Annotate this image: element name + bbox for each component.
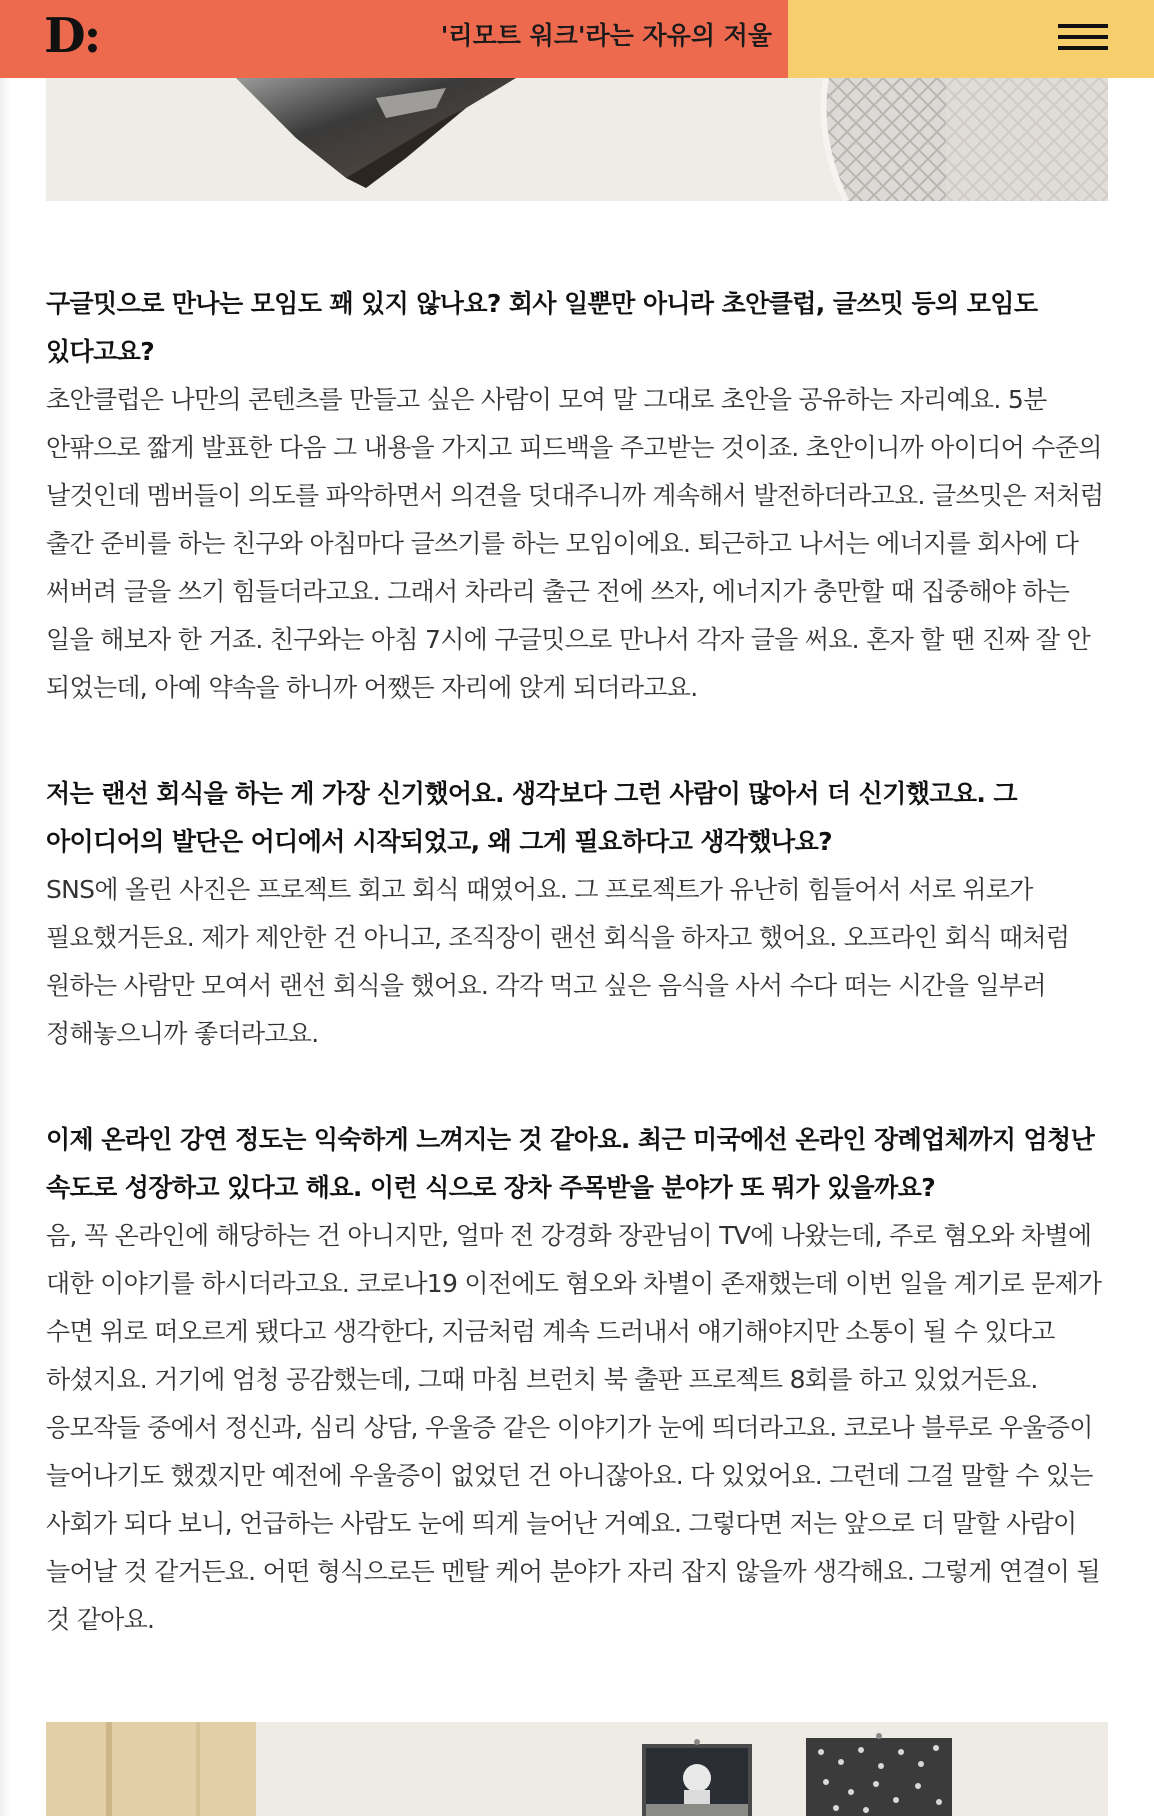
interview-question: 구글밋으로 만나는 모임도 꽤 있지 않나요? 회사 일뿐만 아니라 초안클럽, 글쓰밋 등의 모임도 있다고요? [46, 289, 1038, 366]
photo-top-illustration [46, 78, 1108, 201]
site-header [0, 0, 1154, 78]
interview-answer: 음, 꼭 온라인에 해당하는 건 아니지만, 얼마 전 강경화 장관님이 TV에 나왔는데, 주로 혐오와 차별에 대한 이야기를 하시더라고요. 코로나19 이전에도 혐오와 차별이 존재했는데 이번 일을 계기로 문제가 수면 위로 떠오르게 됐다고 생각한다, 지금처럼 계속 드러내서 얘기해야지만 소통이 될 수 있다고 하셨지요. 거기에 엄청 공감했는데, 그때 마침 브런치 북 출판 프로젝트 8회를 하고 있었거든요. 응모작들 중에서 정신과, 심리 상담, 우울증 같은 이야기가 눈에 띄더라고요. 코로나 블루로 우울증이 늘어나기도 했겠지만 예전에 우울증이 없었던 건 아니잖아요. 다 있었어요. 그런데 그걸 말할 수 있는 사회가 되다 보니, 언급하는 사람도 눈에 띄게 늘어난 거예요. 그렇다면 저는 앞으로 더 말할 사람이 늘어날 것 같거든요. 어떤 형식으로든 멘탈 케어 분야가 자리 잡지 않을까 생각해요. 그렇게 연결이 될 것 같아요. [46, 1221, 1102, 1634]
article-title: '리모트 워크'라는 자유의 저울 [440, 21, 772, 50]
qa-block [46, 1116, 1108, 1644]
interview-answer: SNS에 올린 사진은 프로젝트 회고 회식 때였어요. 그 프로젝트가 유난히 힘들어서 서로 위로가 필요했거든요. 제가 제안한 건 아니고, 조직장이 랜선 회식을 하자고 했어요. 오프라인 회식 때처럼 원하는 사람만 모여서 랜선 회식을 했어요. 각각 먹고 싶은 음식을 사서 수다 떠는 시간을 일부러 정해놓으니까 좋더라고요. [46, 875, 1070, 1048]
hamburger-menu-icon[interactable] [1058, 20, 1108, 54]
article-body [46, 280, 1108, 1702]
photo-bottom-illustration [46, 1722, 1108, 1816]
menu-bar [1058, 46, 1108, 50]
article-photo-top [46, 78, 1108, 201]
menu-bar [1058, 24, 1108, 28]
site-logo[interactable]: D: [44, 8, 100, 64]
qa-block [46, 280, 1108, 712]
interview-question: 이제 온라인 강연 정도는 익숙하게 느껴지는 것 같아요. 최근 미국에선 온라인 장례업체까지 엄청난 속도로 성장하고 있다고 해요. 이런 식으로 장차 주목받을 분야가 또 뭐가 있을까요? [46, 1125, 1095, 1202]
interview-question: 저는 랜선 회식을 하는 게 가장 신기했어요. 생각보다 그런 사람이 많아서 더 신기했고요. 그 아이디어의 발단은 어디에서 시작되었고, 왜 그게 필요하다고 생각했나요? [46, 779, 1017, 856]
interview-answer: 초안클럽은 나만의 콘텐츠를 만들고 싶은 사람이 모여 말 그대로 초안을 공유하는 자리예요. 5분 안팎으로 짧게 발표한 다음 그 내용을 가지고 피드백을 주고받는 것이죠. 초안이니까 아이디어 수준의 날것인데 멤버들이 의도를 파악하면서 의견을 덧대주니까 계속해서 발전하더라고요. 글쓰밋은 저처럼 출간 준비를 하는 친구와 아침마다 글쓰기를 하는 모임이에요. 퇴근하고 나서는 에너지를 회사에 다 써버려 글을 쓰기 힘들더라고요. 그래서 차라리 출근 전에 쓰자, 에너지가 충만할 때 집중해야 하는 일을 해보자 한 거죠. 친구와는 아침 7시에 구글밋으로 만나서 각자 글을 써요. 혼자 할 땐 진짜 잘 안 되었는데, 아예 약속을 하니까 어쨌든 자리에 앉게 되더라고요. [46, 385, 1104, 702]
qa-block [46, 770, 1108, 1058]
menu-bar [1058, 35, 1108, 39]
left-edge-shadow [0, 78, 12, 1816]
article-photo-bottom [46, 1722, 1108, 1816]
